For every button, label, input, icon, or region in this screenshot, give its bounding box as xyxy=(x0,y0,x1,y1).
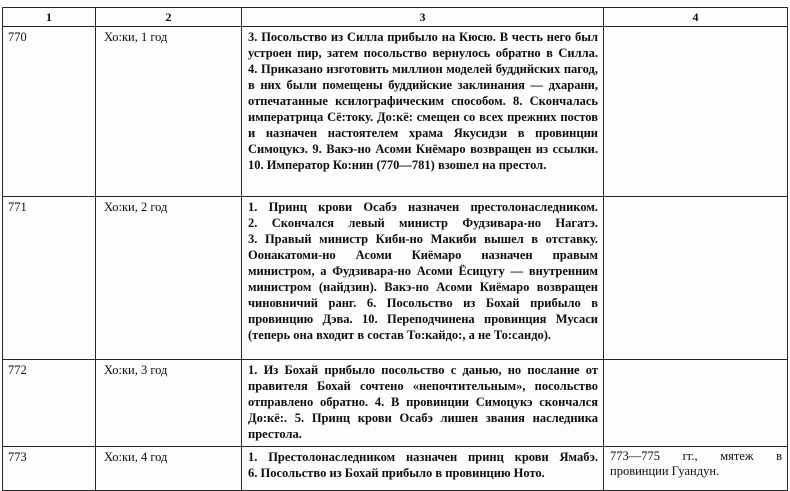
month-number: 8. xyxy=(513,94,523,108)
note-cell: 773—775 гг., мятеж в провинции Гуандун. xyxy=(604,447,788,491)
chronology-table xyxy=(2,7,788,491)
header-col-1: 1 xyxy=(3,8,96,27)
table-row xyxy=(3,27,788,197)
event-text: Принц крови Осабэ назначен престолонаследником. xyxy=(257,200,598,214)
month-number: 1. xyxy=(248,200,258,214)
month-number: 6. xyxy=(366,296,377,310)
table-body xyxy=(3,27,788,491)
note-cell xyxy=(604,27,788,197)
event-text: Посольство из Бохай прибыло в провинцию Дэва. xyxy=(248,296,599,326)
month-number: 6. xyxy=(248,466,258,480)
event-text: Переподчинена провинция Мусаси (теперь она входит в состав То:кайдо:, а не То:сандо). xyxy=(248,312,598,342)
note-cell xyxy=(604,360,788,447)
event-text: Вакэ-но Асоми Киёмаро возвращен из ссылки. xyxy=(321,142,598,156)
header-col-4: 4 xyxy=(604,8,788,27)
era-cell: Хо:ки, 3 год xyxy=(96,360,242,447)
month-number: 1. xyxy=(248,363,258,377)
event-text: Из Бохай прибыло посольство с данью, но послание от правителя Бохай сочтено «непочтительным», посольство отправлено обратно. xyxy=(248,363,598,409)
event-text: Приказано изготовить миллион моделей буддийских пагод, в них были помещены буддийские заклинания — дхарани, отпечатанные ксилографическим способом. xyxy=(248,62,598,108)
era-cell: Хо:ки, 1 год xyxy=(96,27,242,197)
month-number: 1. xyxy=(248,450,258,464)
year-cell: 770 xyxy=(3,27,96,197)
events-cell xyxy=(242,27,604,197)
era-cell: Хо:ки, 2 год xyxy=(96,197,242,360)
year-cell: 771 xyxy=(3,197,96,360)
month-number: 4. xyxy=(248,62,258,76)
month-number: 9. xyxy=(312,142,322,156)
event-text: В провинции Симоцукэ скончался До:кё:. xyxy=(248,395,599,425)
events-cell xyxy=(242,447,604,491)
note-cell xyxy=(604,197,788,360)
event-text: Престолонаследником назначен принц крови Ямабэ. xyxy=(257,450,598,464)
table-row xyxy=(3,447,788,491)
table-row xyxy=(3,197,788,360)
year-cell: 773 xyxy=(3,447,96,491)
month-number: 3. xyxy=(248,30,258,44)
event-text: Посольство из Силла прибыло на Кюсю. В честь него был устроен пир, затем посольство вернулось обратно в Силла. xyxy=(248,30,598,60)
event-text: Правый министр Киби-но Макиби вышел в отставку. Оонакатоми-но Асоми Киёмаро назначен правым министром, а Фудзивара-но Асоми Ёсицугу — внутренним министром (найдзин). Вакэ-но Асоми Киёмаро возвращен чиновничий ранг. xyxy=(248,232,598,310)
month-number: 4. xyxy=(374,395,385,409)
month-number: 2. xyxy=(248,216,258,230)
month-number: 3. xyxy=(248,232,258,246)
event-text: Император Ко:нин (770—781) взошел на престол. xyxy=(263,158,547,172)
header-col-2: 2 xyxy=(96,8,242,27)
events-cell xyxy=(242,360,604,447)
header-row xyxy=(3,8,788,27)
year-cell: 772 xyxy=(3,360,96,447)
era-cell: Хо:ки, 4 год xyxy=(96,447,242,491)
event-text: Скончалась императрица Сё:току. До:кё: смещен со всех прежних постов и назначен настоятелем храма Якусидзи в провинции Симоцукэ. xyxy=(248,94,598,156)
events-cell xyxy=(242,197,604,360)
month-number: 5. xyxy=(294,411,305,425)
table-row xyxy=(3,360,788,447)
event-text: Принц крови Осабэ лишен звания наследника престола. xyxy=(248,411,598,441)
month-number: 10. xyxy=(362,312,378,326)
event-text: Скончался левый министр Фудзивара-но Нагатэ. xyxy=(257,216,598,230)
month-number: 10. xyxy=(248,158,264,172)
header-col-3: 3 xyxy=(242,8,604,27)
event-text: Посольство из Бохай прибыло в провинцию Ното. xyxy=(257,466,545,480)
